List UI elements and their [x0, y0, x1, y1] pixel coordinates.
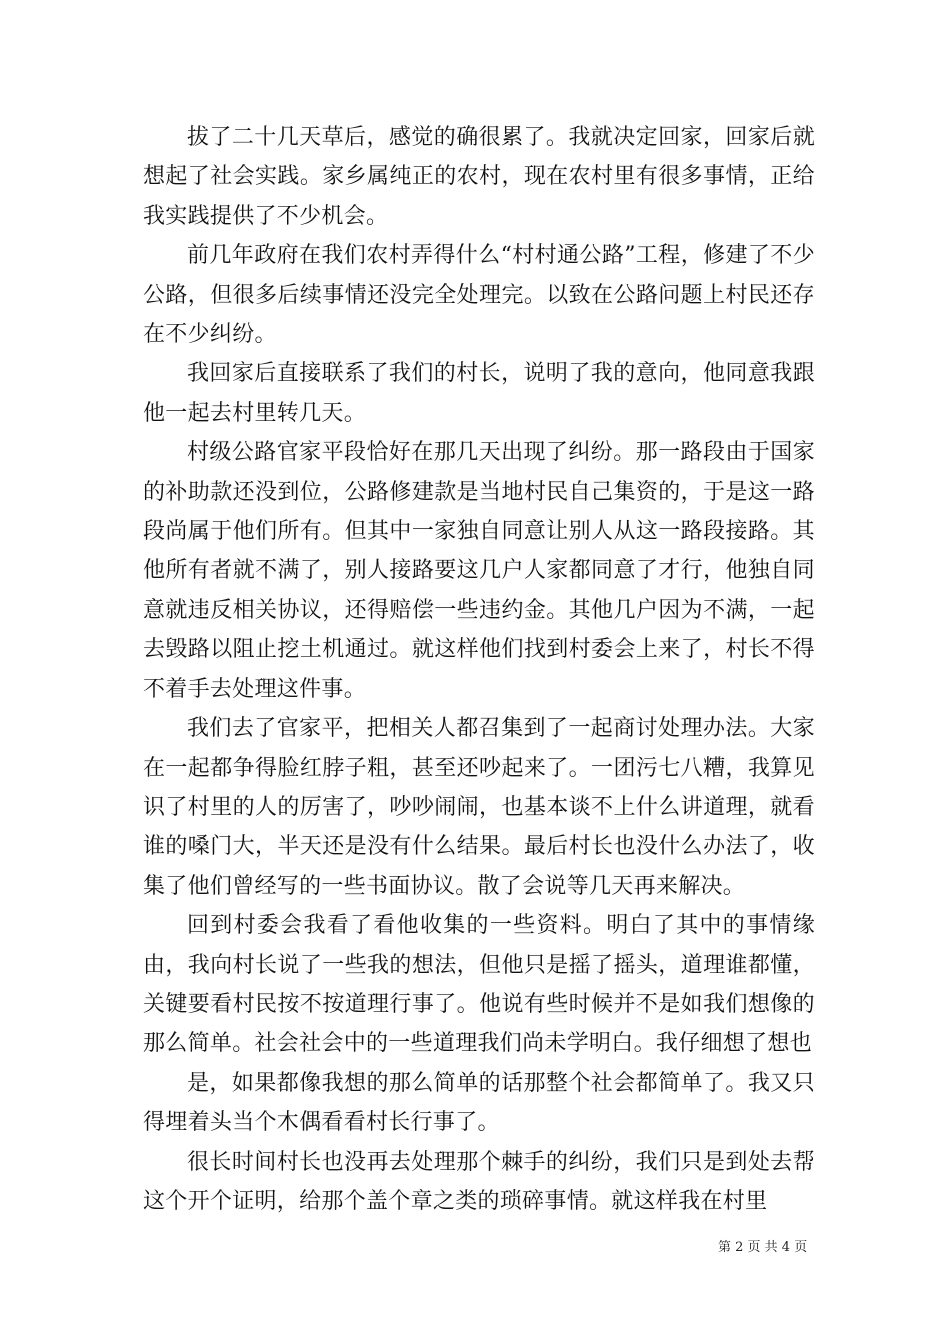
paragraph-7: 是，如果都像我想的那么简单的话那整个社会都简单了。我又只得埋着头当个木偶看看村长行事了。: [143, 1070, 815, 1136]
document-body: [143, 118, 815, 1221]
paragraph-6: 回到村委会我看了看他收集的一些资料。明白了其中的事情缘由，我向村长说了一些我的想法，但他只是摇了摇头，道理谁都懂，关键要看村民按不按道理行事了。他说有些时候并不是如我们想像的那么简单。社会社会中的一些道理我们尚未学明白。我仔细想了想也: [143, 913, 815, 1057]
paragraph-8: 很长时间村长也没再去处理那个棘手的纠纷，我们只是到处去帮这个开个证明，给那个盖个章之类的琐碎事情。就这样我在村里: [143, 1149, 815, 1214]
paragraph-2: 前几年政府在我们农村弄得什么“村村通公路”工程，修建了不少公路，但很多后续事情还没完全处理完。以致在公路问题上村民还存在不少纠纷。: [143, 243, 815, 348]
paragraph-4: 村级公路官家平段恰好在那几天出现了纠纷。那一路段由于国家的补助款还没到位，公路修建款是当地村民自己集资的，于是这一路段尚属于他们所有。但其中一家独自同意让别人从这一路段接路。其他所有者就不满了，别人接路要这几户人家都同意了才行，他独自同意就违反相关协议，还得赔偿一些违约金。其他几户因为不满，一起去毁路以阻止挖土机通过。就这样他们找到村委会上来了，村长不得不着手去处理这件事。: [143, 440, 815, 702]
paragraph-1: 拔了二十几天草后，感觉的确很累了。我就决定回家，回家后就想起了社会实践。家乡属纯正的农村，现在农村里有很多事情，正给我实践提供了不少机会。: [143, 125, 815, 229]
paragraph-3: 我回家后直接联系了我们的村长，说明了我的意向，他同意我跟他一起去村里转几天。: [143, 361, 815, 426]
paragraph-5: 我们去了官家平，把相关人都召集到了一起商讨处理办法。大家在一起都争得脸红脖子粗，甚至还吵起来了。一团污七八糟，我算见识了村里的人的厉害了，吵吵闹闹，也基本谈不上什么讲道理，就看谁的嗓门大，半天还是没有什么结果。最后村长也没什么办法了，收集了他们曾经写的一些书面协议。散了会说等几天再来解决。: [143, 716, 815, 899]
page-number-footer: 第 2 页 共 4 页: [718, 1240, 808, 1255]
